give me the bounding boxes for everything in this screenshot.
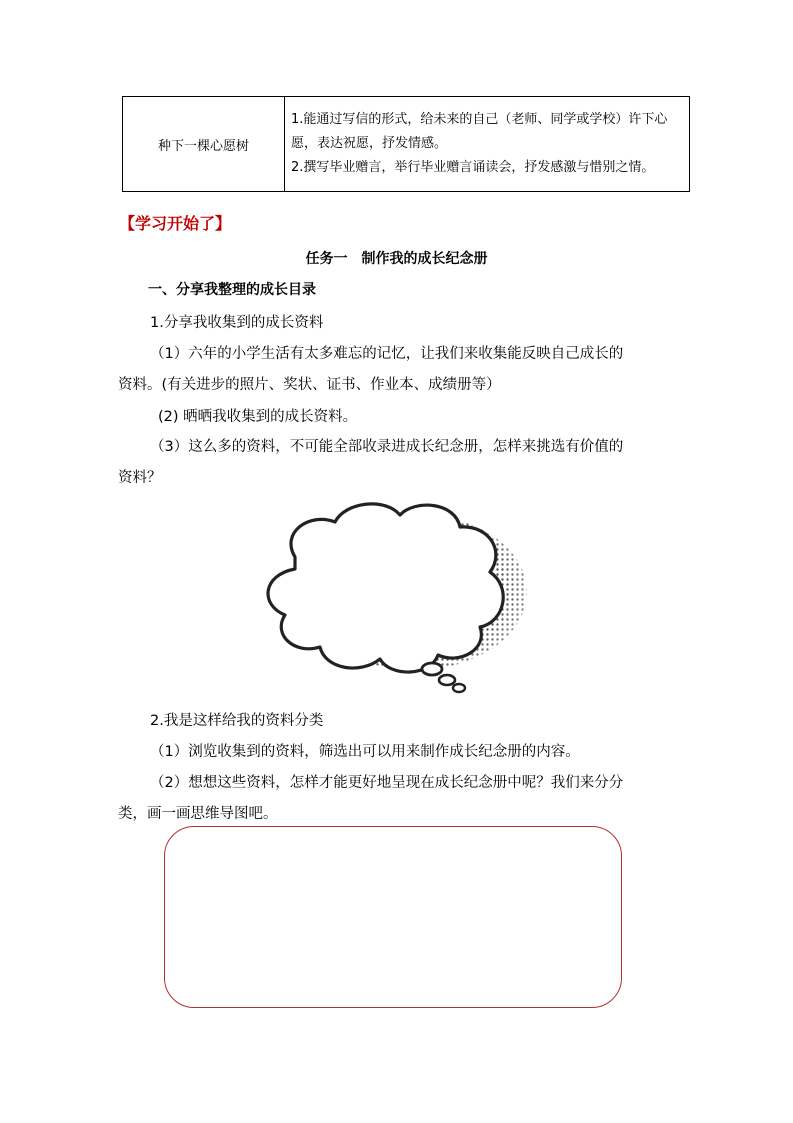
paragraph-2b: 资料。(有关进步的照片、奖状、证书、作业本、成绩册等） (118, 377, 501, 393)
paragraph-7b: 类，画一画思维导图吧。 (118, 806, 278, 822)
paragraph-6: （1）浏览收集到的资料，筛选出可以用来制作成长纪念册的内容。 (150, 744, 580, 760)
paragraph-4a: （3）这么多的资料，不可能全部收录进成长纪念册，怎样来挑选有价值的 (150, 439, 624, 455)
goal-line-2: 愿，表达祝愿，抒发情感。 (291, 136, 448, 151)
paragraph-7a: （2）想想这些资料，怎样才能更好地呈现在成长纪念册中呢？我们来分分 (150, 775, 624, 791)
paragraph-2a: （1）六年的小学生活有太多难忘的记忆，让我们来收集能反映自己成长的 (150, 346, 624, 362)
learning-goal-table (122, 96, 690, 192)
mind-map-answer-box[interactable] (164, 826, 622, 1008)
paragraph-3: (2) 晒晒我收集到的成长资料。 (158, 409, 358, 425)
task-title: 任务一 制作我的成长纪念册 (305, 251, 488, 267)
goal-line-1: 1.能通过写信的形式，给未来的自己（老师、同学或学校）许下心 (291, 112, 668, 127)
paragraph-5: 2.我是这样给我的资料分类 (150, 713, 324, 729)
table-cell-activity: 种下一棵心愿树 (123, 97, 285, 192)
section-heading: 【学习开始了】 (119, 214, 232, 233)
section-title: 一、分享我整理的成长目录 (148, 282, 316, 298)
paragraph-4b: 资料？ (118, 470, 162, 486)
goal-line-3: 2.撰写毕业赠言，举行毕业赠言诵读会，抒发感激与惜别之情。 (291, 160, 655, 175)
paragraph-1: 1.分享我收集到的成长资料 (150, 315, 324, 331)
table-row (123, 97, 690, 192)
table-cell-goals (285, 97, 690, 192)
thought-cloud-illustration (250, 497, 530, 702)
